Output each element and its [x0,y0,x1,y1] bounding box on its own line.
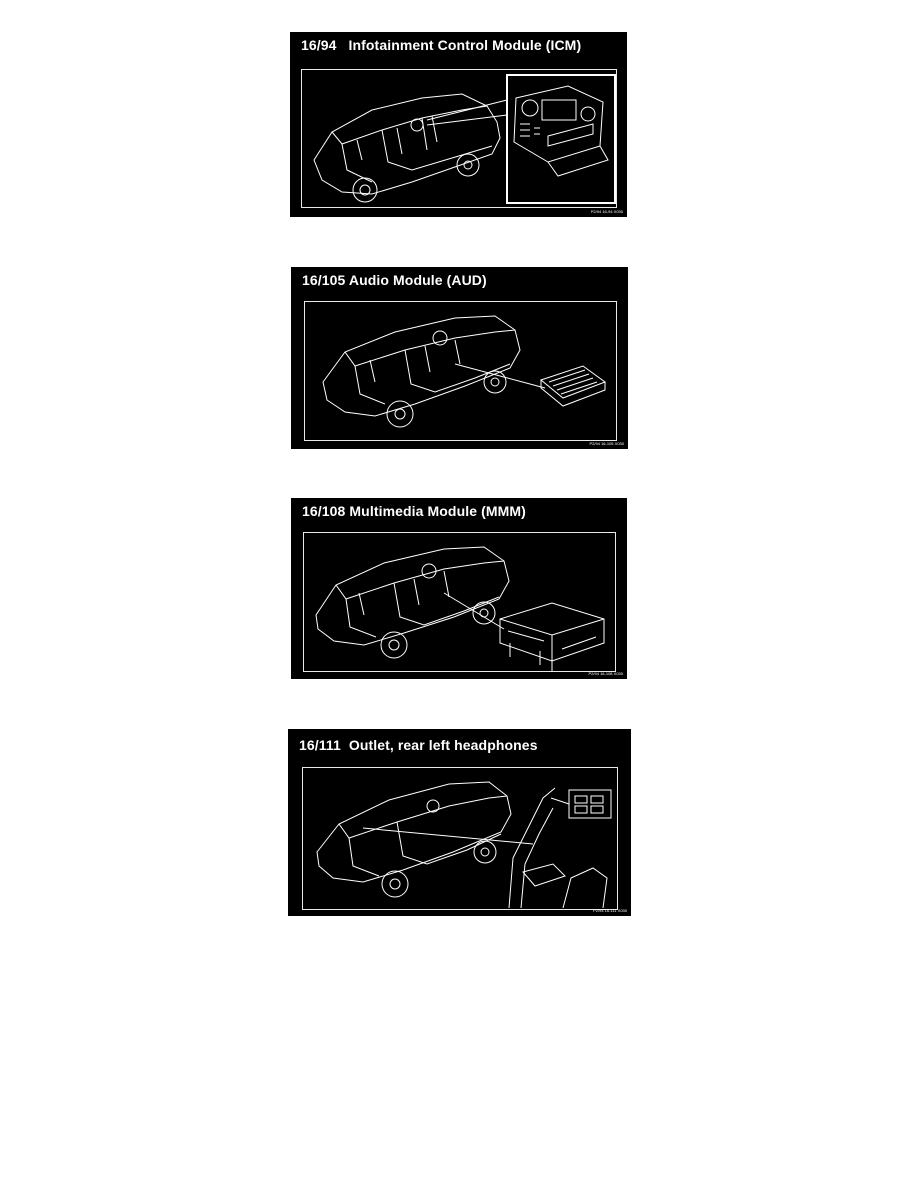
control-panel-detail [508,76,614,202]
image-code: P2/94 16-94 X030 [590,209,623,214]
figure-icm [290,32,627,217]
figure-title: 16/105 Audio Module (AUD) [302,272,487,288]
illustration-frame [301,69,617,208]
illustration-frame [302,767,618,910]
detail-inset [506,74,616,204]
figure-title: 16/108 Multimedia Module (MMM) [302,503,526,519]
figure-headphones [288,729,631,916]
illustration-frame [303,532,616,672]
figure-mmm [291,498,627,679]
vehicle-illustration [303,768,617,909]
vehicle-illustration [305,302,616,440]
illustration-frame [304,301,617,441]
figure-title: 16/94 Infotainment Control Module (ICM) [301,37,582,53]
figure-aud [291,267,628,449]
image-code: P2/94 16-105 X030 [589,441,624,446]
image-code: P2/94 16-108 X030 [588,671,623,676]
vehicle-illustration [304,533,615,671]
figure-title: 16/111 Outlet, rear left headphones [299,737,538,753]
image-code: P2/94 16-111 X030 [593,908,627,913]
